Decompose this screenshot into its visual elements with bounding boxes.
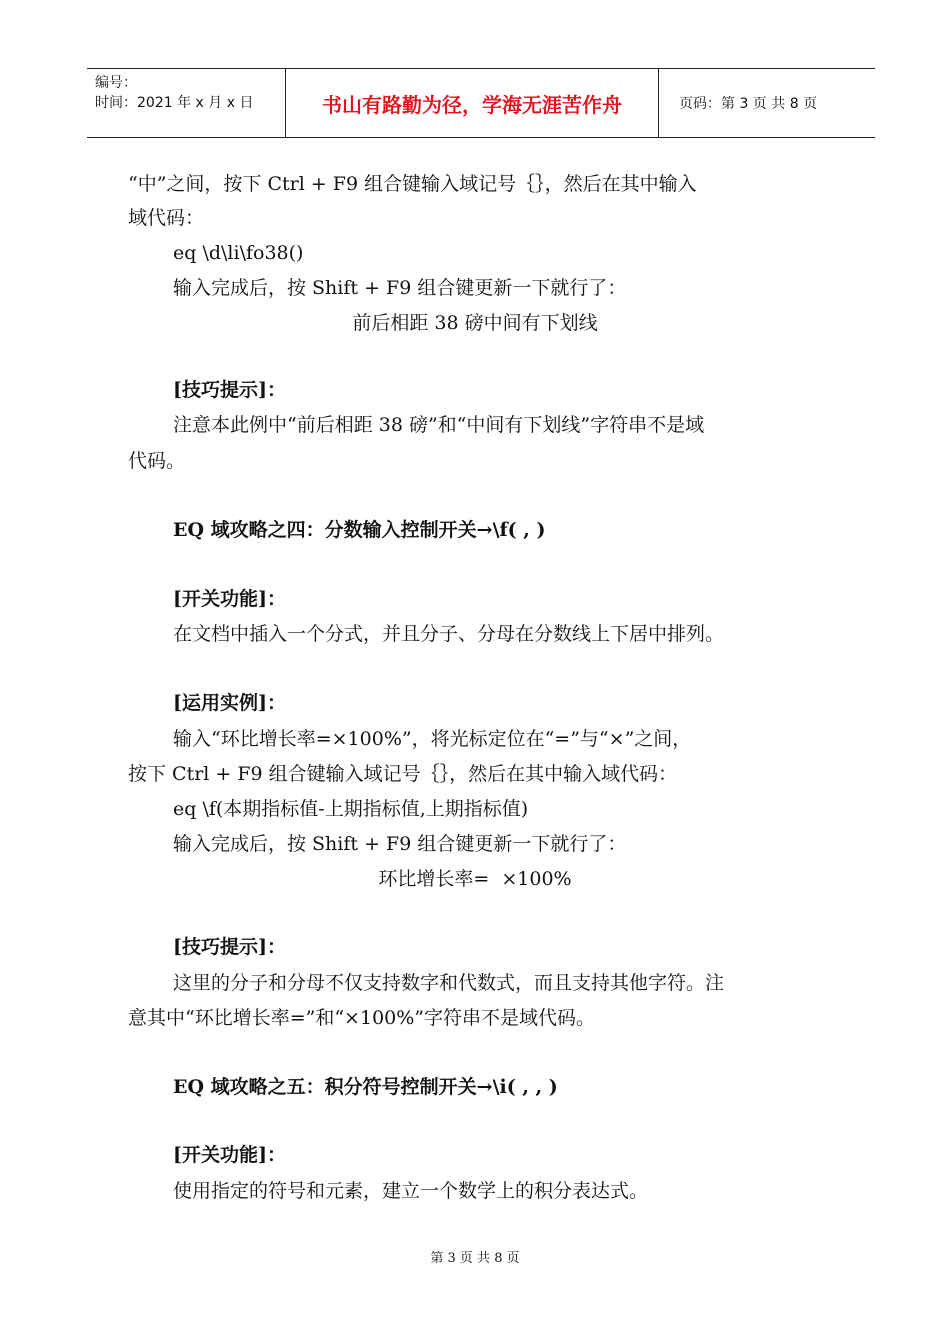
example-result: 环比增长率= ×100% (378, 868, 572, 890)
paragraph-line: 输入完成后，按 Shift + F9 组合键更新一下就行了： (173, 277, 627, 299)
code-line: eq \d\li\fo38() (173, 242, 304, 264)
page-info-text: 页码：第 3 页 共 8 页 (679, 96, 818, 112)
paragraph-line: “中”之间，按下 Ctrl + F9 组合键输入域记号｛｝，然后在其中输入 (128, 173, 697, 195)
section-heading: [运用实例]： (173, 692, 286, 714)
header-meta-cell (87, 69, 286, 137)
page-footer: 第 3 页 共 8 页 (430, 1251, 520, 1266)
paragraph-line: 在文档中插入一个分式，并且分子、分母在分数线上下居中排列。 (173, 623, 725, 645)
chapter-heading: EQ 域攻略之五：积分符号控制开关→\i( , , ) (173, 1076, 558, 1098)
number-label: 编号： (95, 75, 137, 91)
code-line: eq \f(本期指标值-上期指标值,上期指标值) (173, 798, 529, 820)
paragraph-line: 使用指定的符号和元素，建立一个数学上的积分表达式。 (173, 1180, 649, 1202)
motto: 书山有路勤为径，学海无涯苦作舟 (286, 69, 659, 137)
date-label: 时间：2021 年 x 月 x 日 (95, 95, 254, 111)
chapter-heading: EQ 域攻略之四：分数输入控制开关→\f( , ) (173, 519, 546, 541)
paragraph-line: 代码。 (128, 450, 186, 472)
paragraph-line: 域代码： (128, 207, 205, 229)
section-heading: [开关功能]： (173, 1144, 286, 1166)
section-heading: [技巧提示]： (173, 379, 286, 401)
example-result: 前后相距 38 磅中间有下划线 (352, 312, 598, 334)
section-heading: [技巧提示]： (173, 936, 286, 958)
paragraph-line: 这里的分子和分母不仅支持数字和代数式，而且支持其他字符。注 (173, 972, 725, 994)
paragraph-line: 按下 Ctrl + F9 组合键输入域记号｛｝，然后在其中输入域代码： (128, 763, 678, 785)
header-page-info (669, 69, 875, 137)
section-heading: [开关功能]： (173, 588, 286, 610)
header-table (87, 68, 875, 138)
paragraph-line: 输入完成后，按 Shift + F9 组合键更新一下就行了： (173, 833, 627, 855)
paragraph-line: 注意本此例中“前后相距 38 磅”和“中间有下划线”字符串不是域 (173, 414, 705, 436)
paragraph-line: 意其中“环比增长率=”和“×100%”字符串不是域代码。 (128, 1007, 596, 1029)
paragraph-line: 输入“环比增长率=×100%”，将光标定位在“=”与“×”之间， (173, 728, 692, 750)
